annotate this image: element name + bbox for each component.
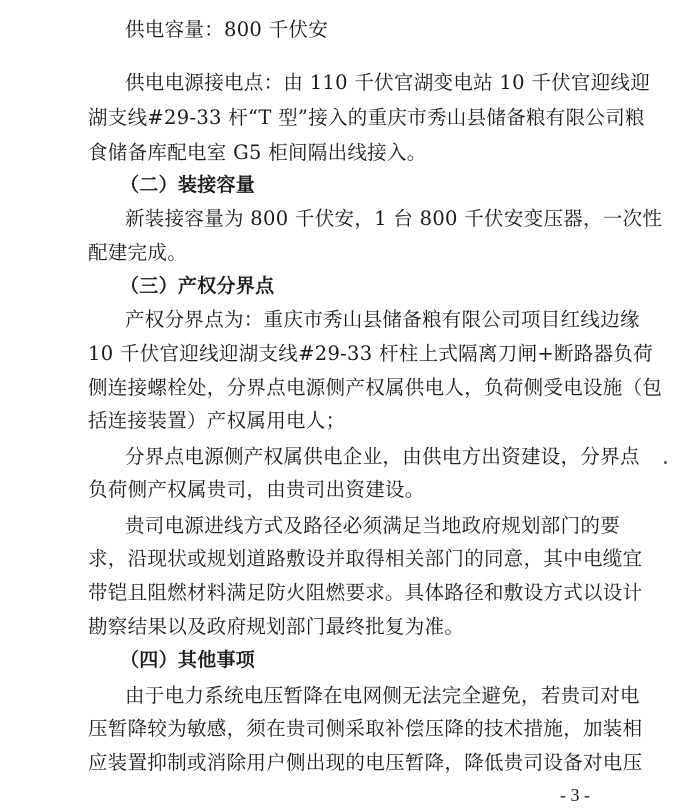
body-line: 括连接装置）产权属用电人； (88, 409, 346, 432)
body-line: 配建完成。 (88, 241, 188, 264)
body-line: 应装置抑制或消除用户侧出现的电压暂降，降低贵司设备对电压 (88, 751, 643, 774)
section-heading-ownership-boundary: （三）产权分界点 (120, 275, 275, 297)
supply-capacity-line: 供电容量：800 千伏安 (125, 18, 329, 41)
body-line: 求，沿现状或规划道路敷设并取得相关部门的同意，其中电缆宜 (88, 547, 643, 570)
body-line: 湖支线#29-33 杆“T 型”接入的重庆市秀山县储备粮有限公司粮 (88, 106, 645, 129)
body-line: 贵司电源进线方式及路径必须满足当地政府规划部门的要 (125, 514, 621, 537)
body-line: 10 千伏官迎线迎湖支线#29-33 杆柱上式隔离刀闸+断路器负荷 (88, 342, 654, 365)
body-line: 新装接容量为 800 千伏安，1 台 800 千伏安变压器，一次性 (125, 207, 663, 230)
body-line: 由于电力系统电压暂降在电网侧无法完全避免，若贵司对电 (125, 684, 640, 707)
scan-speck (664, 461, 667, 464)
body-line: 供电电源接电点：由 110 千伏官湖变电站 10 千伏官迎线迎 (125, 71, 651, 94)
body-line: 产权分界点为：重庆市秀山县储备粮有限公司项目红线边缘 (125, 308, 640, 331)
body-line: 食储备库配电室 G5 柜间隔出线接入。 (88, 141, 427, 164)
body-line: 勘察结果以及政府规划部门最终批复为准。 (88, 615, 465, 638)
body-line: 分界点电源侧产权属供电企业，由供电方出资建设，分界点 (125, 445, 640, 468)
body-line: 压暂降较为敏感，须在贵司侧采取补偿压降的技术措施，加装相 (88, 717, 643, 740)
body-line: 带铠且阻燃材料满足防火阻燃要求。具体路径和敷设方式以设计 (88, 581, 643, 604)
section-heading-other-matters: （四）其他事项 (120, 649, 256, 671)
page-number: - 3 - (560, 785, 590, 805)
body-line: 负荷侧产权属贵司，由贵司出资建设。 (88, 478, 425, 501)
body-line: 侧连接螺栓处，分界点电源侧产权属供电人，负荷侧受电设施（包 (88, 376, 663, 399)
section-heading-capacity: （二）装接容量 (120, 174, 256, 196)
